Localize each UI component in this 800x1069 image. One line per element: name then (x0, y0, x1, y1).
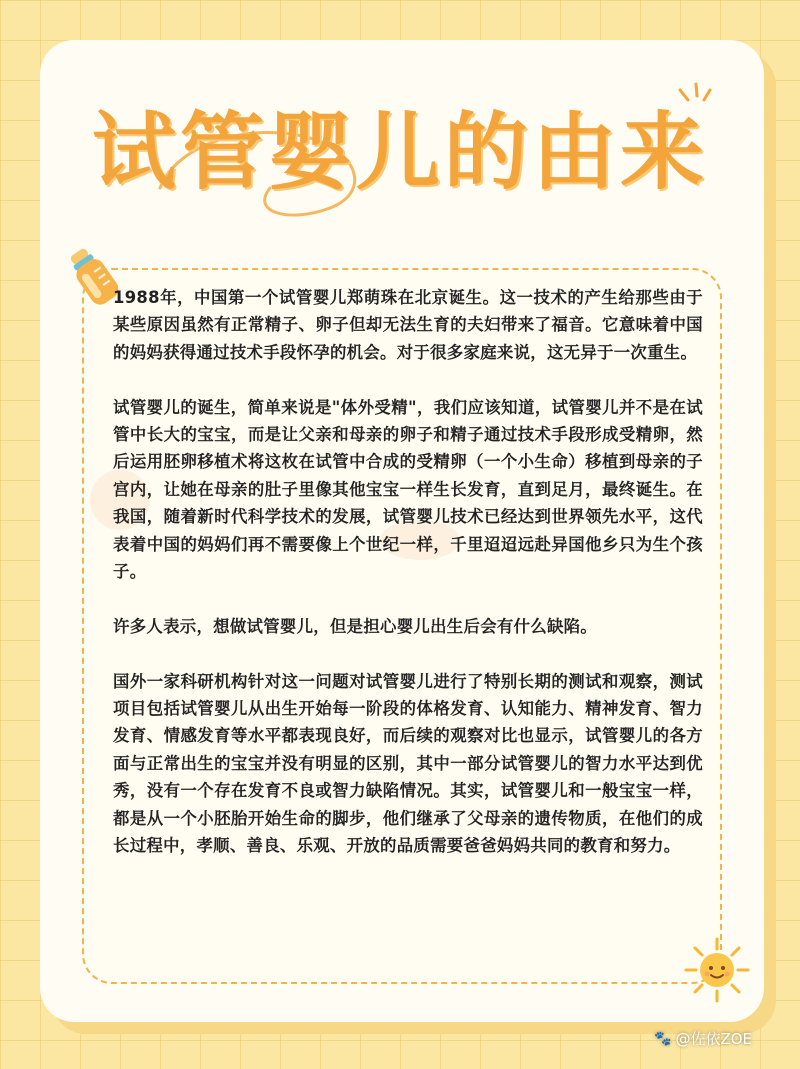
paw-icon: 🐾 (654, 1031, 672, 1047)
paragraph: 1988年，中国第一个试管婴儿郑萌珠在北京诞生。这一技术的产生给那些由于某些原因虽然有正常精子、卵子但却无法生育的夫妇带来了福音。它意味着中国的妈妈获得通过技术手段怀孕的机会。对于很多家庭来说，这无异于一次重生。 (113, 288, 703, 362)
paragraph: 国外一家科研机构针对这一问题对试管婴儿进行了特别长期的测试和观察，测试项目包括试管婴儿从出生开始每一阶段的体格发育、认知能力、精神发育、智力发育、情感发育等水平都表现良好，而后续的观察对比也显示，试管婴儿的各方面与正常出生的宝宝并没有明显的区别，其中一部分试管婴儿的智力水平达到优秀，没有一个存在发育不良或智力缺陷情况。其实，试管婴儿和一般宝宝一样，都是从一个小胚胎开始生命的脚步，他们继承了父母亲的遗传物质，在他们的成长过程中，孝顺、善良、乐观、开放的品质需要爸爸妈妈共同的教育和努力。 (113, 671, 703, 856)
paragraph: 试管婴儿的诞生，简单来说是"体外受精"，我们应该知道，试管婴儿并不是在试管中长大的宝宝，而是让父亲和母亲的卵子和精子通过技术手段形成受精卵，然后运用胚卵移植术将这枚在试管中合成的受精卵（一个小生命）移植到母亲的子宫内，让她在母亲的肚子里像其他宝宝一样生长发育，直到足月，最终诞生。在我国，随着新时代科学技术的发展，试管婴儿技术已经达到世界领先水平，这代表着中国的妈妈们再不需要像上个世纪一样，千里迢迢远赴异国他乡只为生个孩子。 (113, 397, 703, 582)
paragraph: 许多人表示，想做试管婴儿，但是担心婴儿出生后会有什么缺陷。 (113, 616, 598, 636)
sun-icon (682, 935, 752, 1005)
article-body (113, 284, 703, 887)
author-credit (654, 1028, 752, 1050)
page-title: 试管婴儿的由来 (91, 103, 708, 201)
author-name: @佐依ZOE (675, 1030, 752, 1048)
